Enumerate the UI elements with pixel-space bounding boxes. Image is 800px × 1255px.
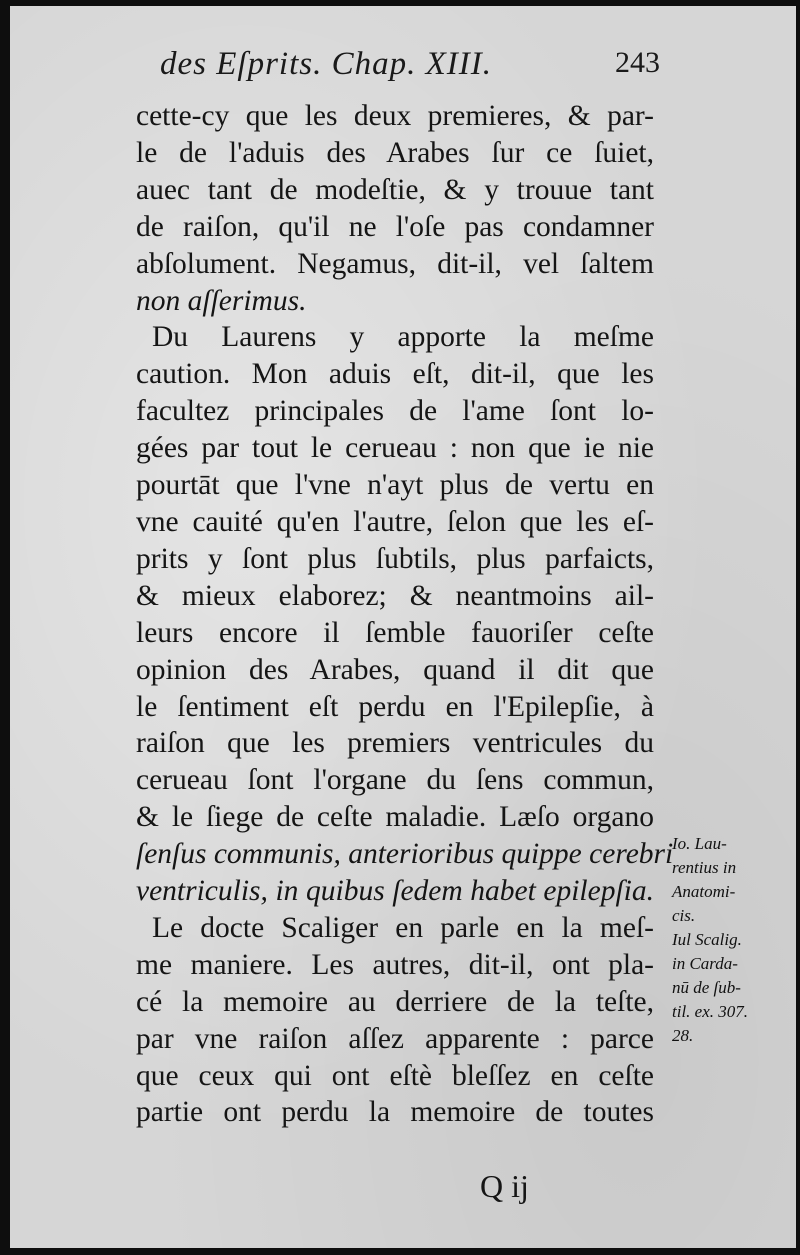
margin-note-line: rentius in <box>672 858 737 877</box>
text-line: & le ſiege de ceſte maladie. Læſo organo <box>136 801 654 834</box>
text-line: que ceux qui ont eſtè bleſſez en ceſte <box>136 1059 654 1092</box>
page-header <box>160 46 660 90</box>
text-line-latin: non aſſerimus. <box>136 284 307 317</box>
text-line: facultez principales de l'ame ſont lo- <box>136 395 654 428</box>
margin-note-line: til. ex. 307. <box>672 1002 749 1021</box>
text-line: cerueau ſont l'organe du ſens commun, <box>136 764 654 797</box>
text-line: caution. Mon aduis eſt, dit-il, que les <box>136 358 654 391</box>
text-line: cé la memoire au derriere de la teſte, <box>136 985 654 1018</box>
text-line: par vne raiſon aſſez apparente : parce <box>136 1022 654 1055</box>
margin-note <box>672 832 784 1048</box>
text-line: cette-cy que les deux premieres, & par- <box>136 100 654 132</box>
text-line: & mieux elaborez; & neantmoins ail- <box>136 579 654 612</box>
text-line: leurs encore il ſemble fauoriſer ceſte <box>136 616 654 649</box>
text-line: Le docte Scaliger en parle en la meſ- <box>152 911 654 944</box>
margin-note-line: 28. <box>672 1026 694 1045</box>
text-line: gées par tout le cerueau : non que ie nie <box>136 432 654 465</box>
text-line: me maniere. Les autres, dit-il, ont pla- <box>136 948 654 981</box>
margin-note-line: Iul Scalig. <box>672 930 742 949</box>
text-line: le ſentiment eſt perdu en l'Epilepſie, à <box>136 690 654 723</box>
text-line-latin: ventriculis, in quibus ſedem habet epilepſia. <box>136 875 654 908</box>
margin-note-line: in Carda- <box>672 954 738 973</box>
text-line: de raiſon, qu'il ne l'oſe pas condamner <box>136 210 654 243</box>
page-number: 243 <box>615 46 660 79</box>
text-line-latin: ſenſus communis, anterioribus quippe cerebri <box>136 838 674 871</box>
body-text <box>136 98 674 1131</box>
signature-mark: Q ij <box>480 1168 529 1204</box>
text-line: prits y ſont plus ſubtils, plus parfaicts, <box>136 542 654 575</box>
margin-note-line: cis. <box>672 906 696 925</box>
text-line: pourtāt que l'vne n'ayt plus de vertu en <box>136 469 654 502</box>
margin-note-line: nū de ſub- <box>672 978 741 997</box>
text-line: abſolument. Negamus, dit-il, vel ſaltem <box>136 247 654 280</box>
text-line: raiſon que les premiers ventricules du <box>136 727 654 760</box>
text-line: le de l'aduis des Arabes ſur ce ſuiet, <box>136 136 654 169</box>
running-head: des Eſprits. Chap. XIII. <box>160 46 492 82</box>
margin-note-line: Io. Lau- <box>672 834 727 853</box>
text-line: partie ont perdu la memoire de toutes <box>136 1096 654 1129</box>
text-line: auec tant de modeſtie, & y trouue tant <box>136 173 654 206</box>
text-line: vne cauité qu'en l'autre, ſelon que les eſ- <box>136 505 654 538</box>
text-line: opinion des Arabes, quand il dit que <box>136 653 654 686</box>
margin-note-line: Anatomi- <box>672 882 736 901</box>
text-line: Du Laurens y apporte la meſme <box>152 321 654 354</box>
book-page <box>10 6 796 1248</box>
